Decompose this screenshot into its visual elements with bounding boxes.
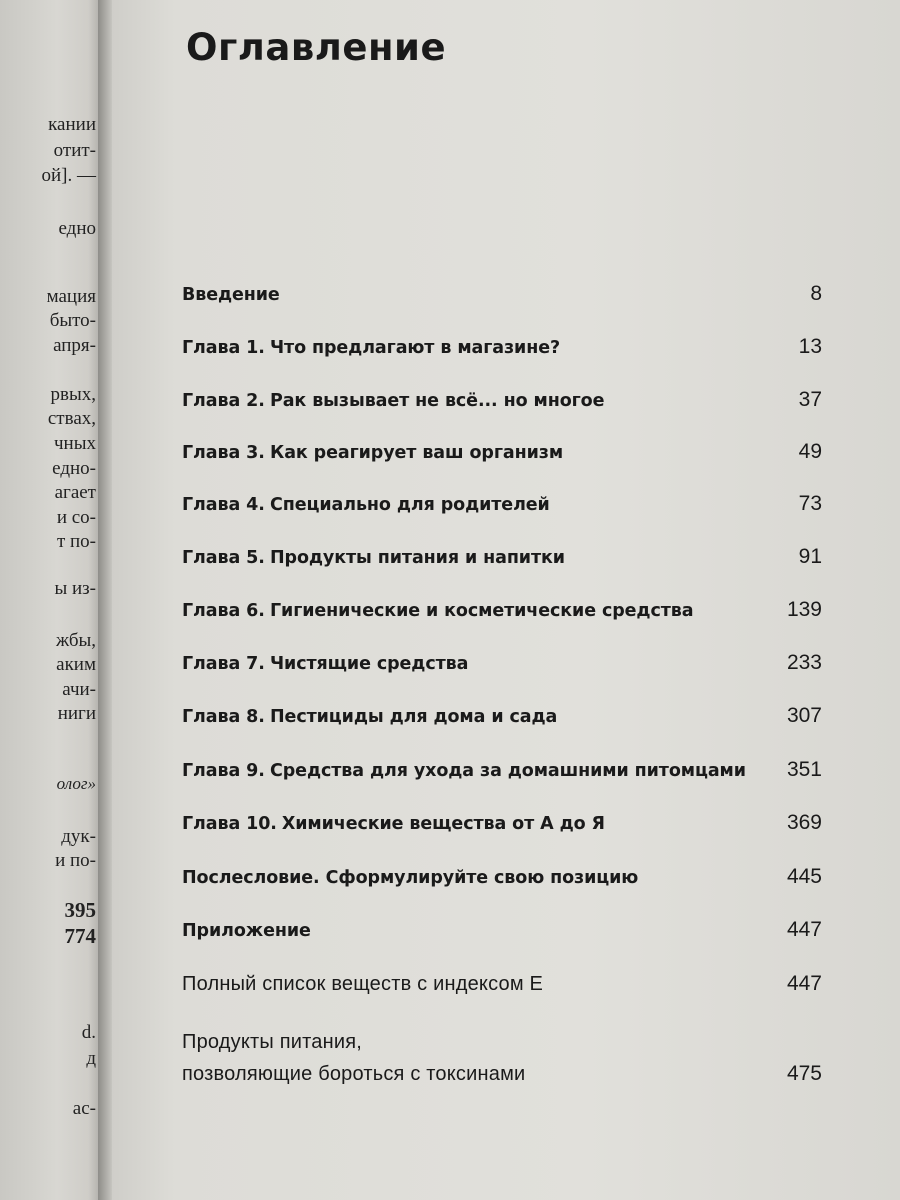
- toc-sub-entry: [182, 972, 822, 1000]
- toc-entry-title-line-1: Продукты питания,: [182, 1031, 362, 1053]
- left-text-line: рвых,: [50, 384, 96, 405]
- toc-page: [112, 0, 900, 1200]
- toc-entry-title: Введение: [182, 285, 280, 305]
- toc-entry-title: Что предлагают в магазине?: [270, 338, 561, 358]
- left-text-line: ачи-: [62, 679, 96, 700]
- left-text-line: апря-: [53, 335, 96, 356]
- toc-entry-label: [182, 868, 638, 888]
- toc-entry-label: [182, 391, 604, 411]
- toc-entry-title: Полный список веществ с индексом Е: [182, 973, 544, 995]
- left-text-line: d.: [81, 1022, 96, 1043]
- toc-page-number: 73: [798, 492, 822, 515]
- toc-entry-title: Пестициды для дома и сада: [270, 707, 558, 727]
- left-text-line: дук-: [61, 826, 96, 847]
- left-text-line: 395: [64, 898, 96, 922]
- toc-entry-chapter-8: [182, 704, 822, 732]
- left-text-line: чных: [54, 433, 96, 454]
- toc-sub-entry: [182, 1030, 822, 1090]
- left-text-line: жбы,: [55, 630, 96, 651]
- left-text-line: отит-: [53, 140, 96, 161]
- toc-chapter-number: Глава 4.: [182, 495, 265, 515]
- toc-entry-chapter-2: [182, 388, 822, 416]
- left-text-line: аким: [56, 654, 96, 675]
- toc-entry-title: Специально для родителей: [270, 495, 550, 515]
- toc-page-number: 369: [786, 811, 822, 834]
- toc-entry-title: Рак вызывает не всё... но многое: [270, 391, 605, 411]
- toc-entry-label: [182, 761, 746, 781]
- toc-page-number: 91: [798, 545, 822, 568]
- toc-page-number: 139: [786, 598, 822, 621]
- toc-page-number: 445: [786, 865, 822, 888]
- toc-chapter-number: Глава 8.: [182, 707, 265, 727]
- left-text-line: ой]. —: [41, 165, 96, 186]
- toc-entry-label: [182, 814, 605, 834]
- toc-entry-label: [182, 495, 550, 515]
- toc-entry-title: Химические вещества от А до Я: [281, 814, 605, 834]
- left-text-line: ствах,: [47, 408, 96, 429]
- toc-entry-label: [182, 707, 557, 727]
- left-text-line: т по-: [56, 531, 96, 552]
- toc-entry-chapter-5: [182, 545, 822, 573]
- left-text-line: 774: [64, 924, 96, 948]
- toc-entry-chapter-7: [182, 651, 822, 679]
- toc-page-number: 8: [810, 282, 822, 305]
- toc-entry-title: Послесловие. Сформулируйте свою позицию: [182, 868, 639, 888]
- toc-entry-chapter-6: [182, 598, 822, 626]
- toc-entry-title: Средства для ухода за домашними питомцами: [270, 761, 746, 781]
- toc-entry-label: [182, 443, 563, 463]
- left-text-line: д: [86, 1048, 96, 1069]
- toc-chapter-number: Глава 9.: [182, 761, 265, 781]
- toc-entry-label: [182, 973, 543, 996]
- left-text-line: агает: [54, 482, 96, 503]
- toc-entry-label: [182, 548, 565, 568]
- left-text-line: и со-: [56, 507, 96, 528]
- left-facing-page: [0, 0, 104, 1200]
- toc-entry-intro: [182, 282, 822, 310]
- left-text-line: и по-: [55, 850, 96, 871]
- toc-entry-title: Как реагирует ваш организм: [270, 443, 564, 463]
- toc-entry-title: Чистящие средства: [270, 654, 469, 674]
- toc-entry-title: Гигиенические и косметические средства: [270, 601, 694, 621]
- toc-page-number: 13: [798, 335, 822, 358]
- toc-entry-label: [182, 921, 311, 941]
- toc-entry-chapter-9: [182, 758, 822, 786]
- toc-page-number: 49: [798, 440, 822, 463]
- toc-entry-title: Приложение: [182, 921, 311, 941]
- toc-chapter-number: Глава 5.: [182, 548, 265, 568]
- toc-entry-title-line-2: позволяющие бороться с токсинами: [182, 1063, 526, 1085]
- toc-page-number: 447: [786, 918, 822, 941]
- toc-entry-label: [182, 285, 280, 305]
- toc-entry-appendix: [182, 918, 822, 946]
- toc-chapter-number: Глава 3.: [182, 443, 265, 463]
- left-text-line: олог»: [56, 774, 96, 793]
- toc-page-number: 233: [786, 651, 822, 674]
- toc-entry-label: [182, 654, 468, 674]
- toc-page-number: 307: [786, 704, 822, 727]
- toc-page-number: 351: [786, 758, 822, 781]
- toc-chapter-number: Глава 10.: [182, 814, 277, 834]
- toc-chapter-number: Глава 6.: [182, 601, 265, 621]
- left-text-line: быто-: [49, 310, 96, 331]
- toc-chapter-number: Глава 2.: [182, 391, 265, 411]
- toc-chapter-number: Глава 7.: [182, 654, 265, 674]
- left-text-line: едно: [58, 218, 96, 239]
- left-text-line: едно-: [52, 458, 96, 479]
- toc-entry-label: [182, 338, 560, 358]
- toc-entry-chapter-3: [182, 440, 822, 468]
- left-text-line: ы из-: [54, 578, 96, 599]
- left-text-line: ас-: [72, 1098, 96, 1119]
- left-text-line: кании: [48, 114, 96, 135]
- toc-chapter-number: Глава 1.: [182, 338, 265, 358]
- toc-page-number: 475: [786, 1062, 822, 1085]
- toc-entry-title: Продукты питания и напитки: [270, 548, 565, 568]
- toc-entry-chapter-4: [182, 492, 822, 520]
- left-text-line: мация: [46, 286, 96, 307]
- toc-entry-chapter-10: [182, 811, 822, 839]
- toc-page-number: 447: [786, 972, 822, 995]
- toc-entry-label: [182, 601, 693, 621]
- toc-entry-afterword: [182, 865, 822, 893]
- toc-entry-chapter-1: [182, 335, 822, 363]
- toc-entry-label: [182, 1026, 525, 1090]
- page-title: Оглавление: [186, 26, 447, 69]
- left-text-line: ниги: [57, 703, 96, 724]
- toc-page-number: 37: [798, 388, 822, 411]
